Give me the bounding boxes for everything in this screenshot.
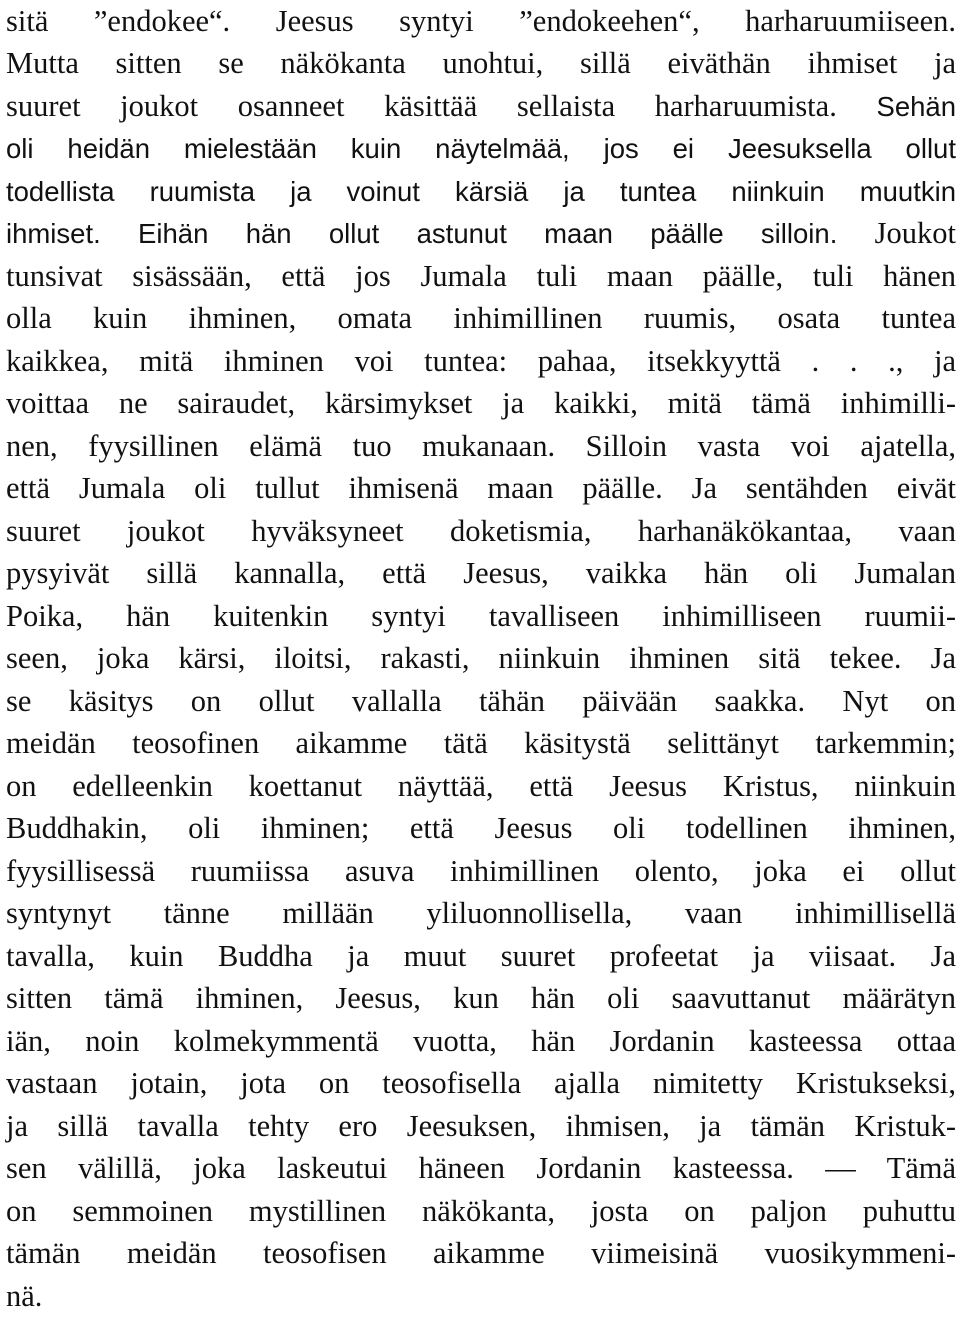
line-text: tavalla, kuin Buddha ja muut suuret profeetat ja viisaat. Ja [6, 939, 956, 973]
text-line [6, 552, 956, 595]
text-line [6, 1275, 956, 1318]
line-text: sitä ”endokee“. Jeesus syntyi ”endokeehen“, harharuumiiseen. [6, 4, 956, 38]
line-text: vastaan jotain, jota on teosofisella ajalla nimitetty Kristukseksi, [6, 1066, 956, 1100]
line-text-end: Joukot [837, 216, 956, 250]
line-text: iän, noin kolmekymmentä vuotta, hän Jordanin kasteessa ottaa [6, 1024, 956, 1058]
text-line [6, 1020, 956, 1063]
line-text: fyysillisessä ruumiissa asuva inhimillinen olento, joka ei ollut [6, 854, 956, 888]
line-text: kaikkea, mitä ihminen voi tuntea: pahaa, itsekkyyttä . . ., ja [6, 344, 956, 378]
line-text-sans: ihmiset. Eihän hän ollut astunut maan päälle silloin. [6, 218, 838, 249]
line-text-sans: todellista ruumista ja voinut kärsiä ja tuntea niinkuin muutkin [6, 176, 956, 207]
line-text: Poika, hän kuitenkin syntyi tavalliseen inhimilliseen ruumii- [6, 599, 956, 633]
text-line [6, 850, 956, 893]
line-text: syntynyt tänne millään yliluonnollisella, vaan inhimillisellä [6, 896, 956, 930]
line-text: Mutta sitten se näkökanta unohtui, sillä eiväthän ihmiset ja [6, 46, 956, 80]
text-line [6, 382, 956, 425]
text-line [6, 85, 956, 128]
text-line [6, 42, 956, 85]
line-text: pysyivät sillä kannalla, että Jeesus, vaikka hän oli Jumalan [6, 556, 956, 590]
line-text-sans: Sehän [836, 91, 956, 122]
text-line [6, 637, 956, 680]
line-text: se käsitys on ollut vallalla tähän päivään saakka. Nyt on [6, 684, 956, 718]
line-text: nen, fyysillinen elämä tuo mukanaan. Silloin vasta voi ajatella, [6, 429, 956, 463]
text-line [6, 212, 956, 255]
text-line [6, 425, 956, 468]
text-line [6, 0, 956, 43]
line-text: nä. [6, 1279, 43, 1313]
line-text: on edelleenkin koettanut näyttää, että Jeesus Kristus, niinkuin [6, 769, 956, 803]
text-line [6, 297, 956, 340]
text-line [6, 680, 956, 723]
line-text-sans: oli heidän mielestään kuin näytelmää, jos ei Jeesuksella ollut [6, 133, 956, 164]
text-line [6, 892, 956, 935]
text-line [6, 467, 956, 510]
line-text: ja sillä tavalla tehty ero Jeesuksen, ihmisen, ja tämän Kristuk- [6, 1109, 956, 1143]
text-line [6, 1147, 956, 1190]
line-text: sitten tämä ihminen, Jeesus, kun hän oli saavuttanut määrätyn [6, 981, 956, 1015]
text-line [6, 1062, 956, 1105]
line-text: on semmoinen mystillinen näkökanta, josta on paljon puhuttu [6, 1194, 956, 1228]
text-line [6, 170, 956, 213]
text-line [6, 1105, 956, 1148]
text-line [6, 1232, 956, 1275]
line-text: suuret joukot hyväksyneet doketismia, harhanäkökantaa, vaan [6, 514, 956, 548]
line-text: meidän teosofinen aikamme tätä käsitystä selittänyt tarkemmin; [6, 726, 956, 760]
line-text: sen välillä, joka laskeutui häneen Jordanin kasteessa. — Tämä [6, 1151, 956, 1185]
text-line [6, 127, 956, 170]
line-text: olla kuin ihminen, omata inhimillinen ruumis, osata tuntea [6, 301, 956, 335]
line-text: voittaa ne sairaudet, kärsimykset ja kaikki, mitä tämä inhimilli- [6, 386, 956, 420]
text-line [6, 595, 956, 638]
line-text: suuret joukot osanneet käsittää sellaista harharuumista. [6, 89, 837, 123]
document-page [6, 0, 956, 1326]
text-line [6, 722, 956, 765]
text-line [6, 1190, 956, 1233]
text-line [6, 807, 956, 850]
text-line [6, 765, 956, 808]
text-line [6, 340, 956, 383]
text-line [6, 935, 956, 978]
line-text: Buddhakin, oli ihminen; että Jeesus oli todellinen ihminen, [6, 811, 956, 845]
line-text: tämän meidän teosofisen aikamme viimeisinä vuosikymmeni- [6, 1236, 956, 1270]
text-line [6, 510, 956, 553]
line-text: että Jumala oli tullut ihmisenä maan päälle. Ja sentähden eivät [6, 471, 956, 505]
text-line [6, 977, 956, 1020]
line-text: tunsivat sisässään, että jos Jumala tuli maan päälle, tuli hänen [6, 259, 956, 293]
line-text: seen, joka kärsi, iloitsi, rakasti, niinkuin ihminen sitä tekee. Ja [6, 641, 956, 675]
text-line [6, 255, 956, 298]
